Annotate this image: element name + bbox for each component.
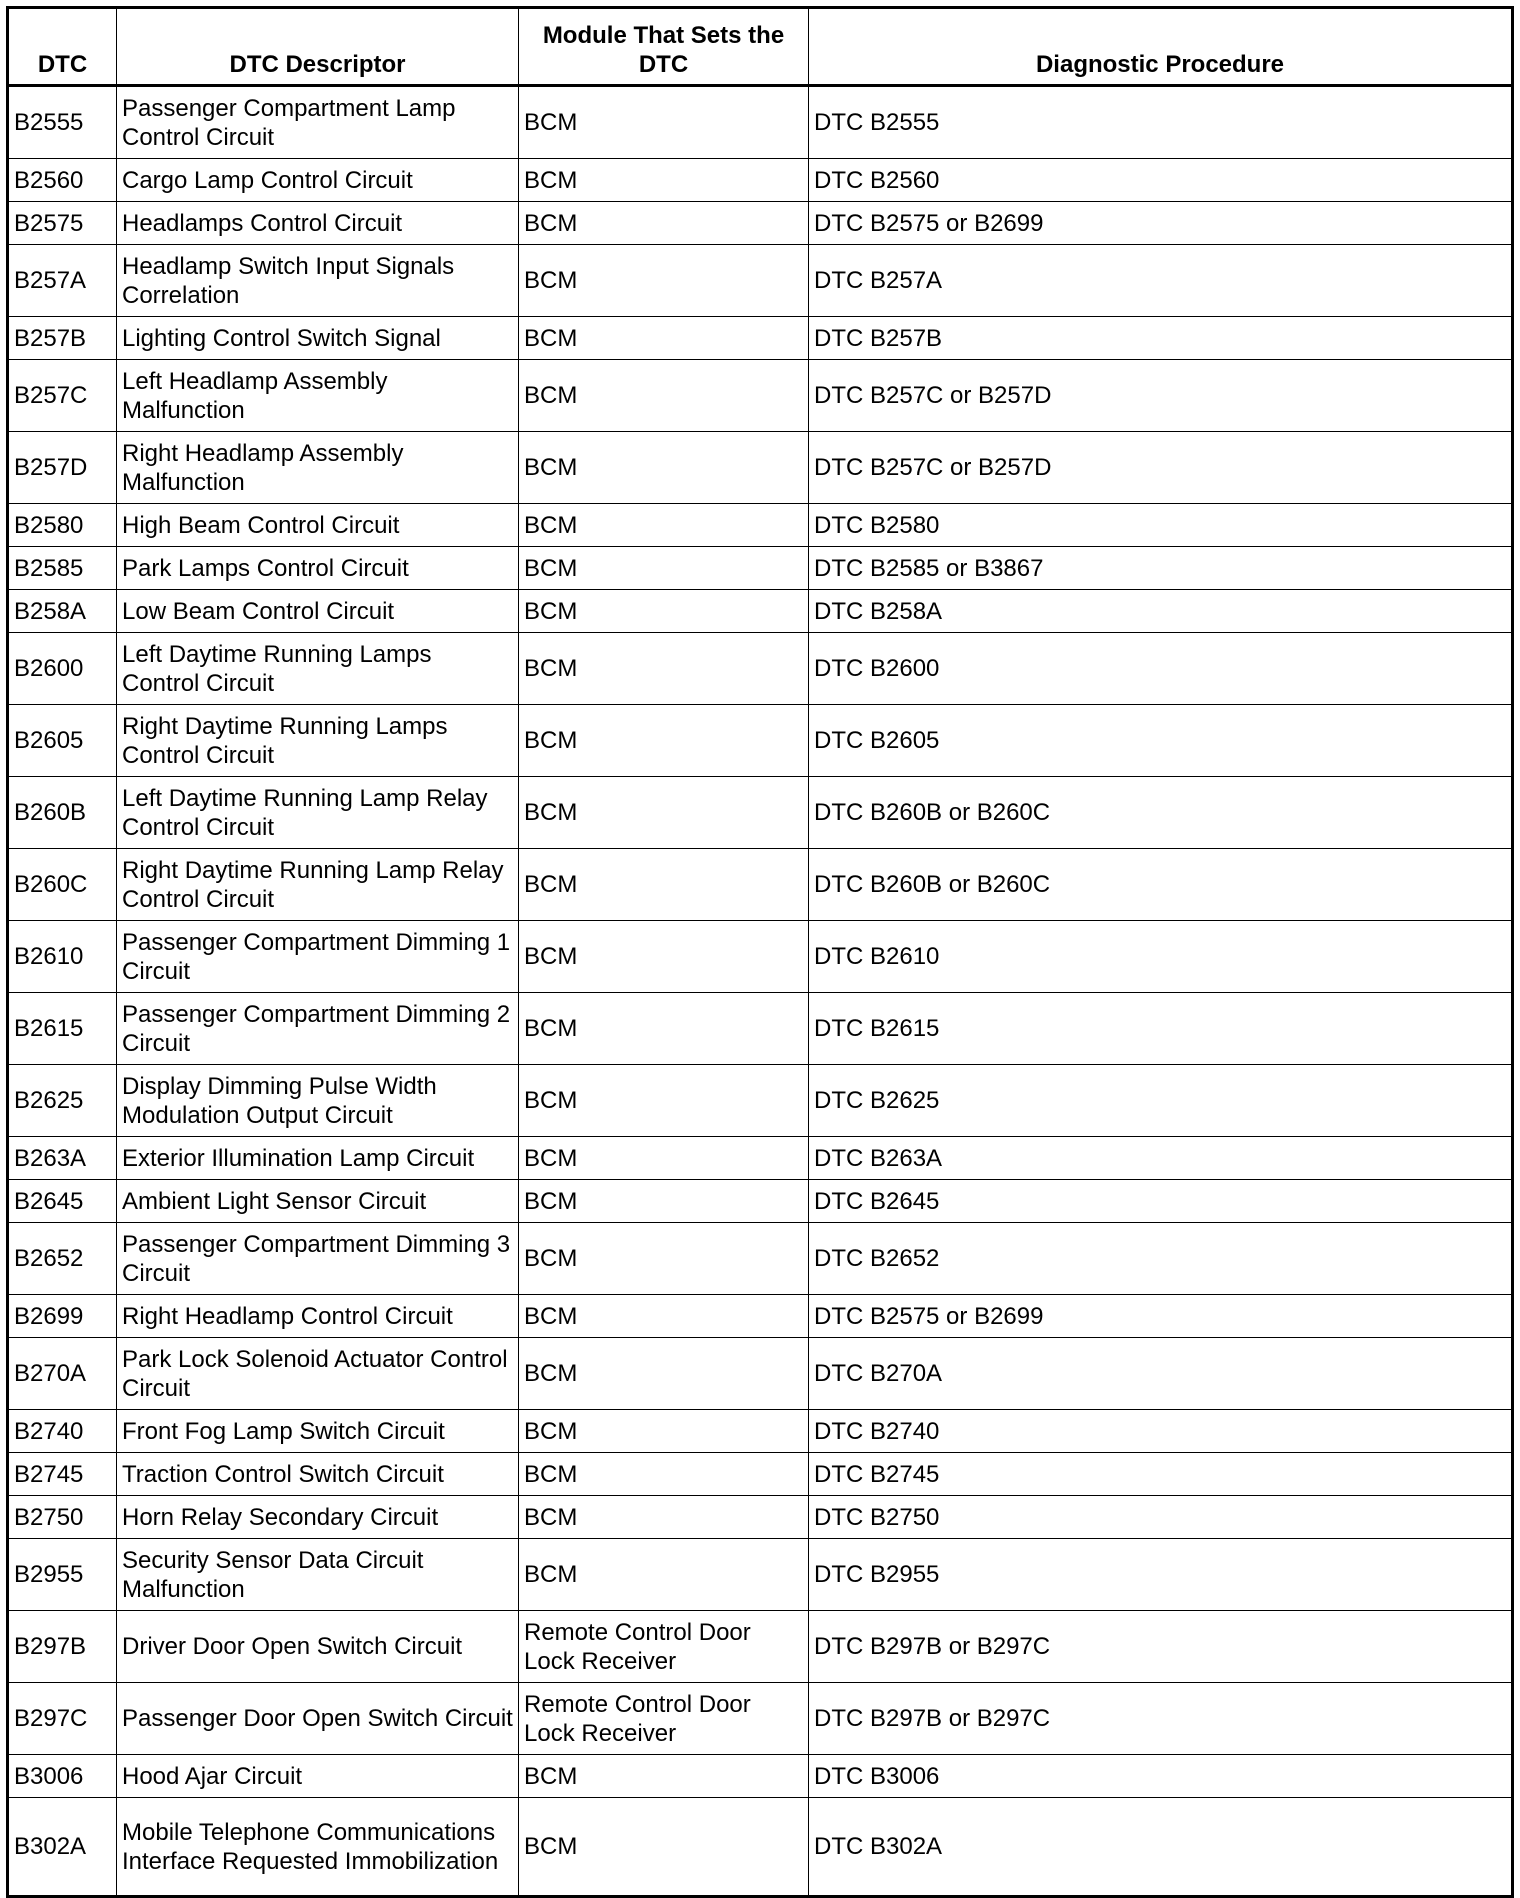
cell-procedure: DTC B270A — [809, 1338, 1513, 1410]
table-row — [8, 1611, 1513, 1683]
cell-module: BCM — [519, 547, 809, 590]
cell-dtc: B2605 — [8, 705, 117, 777]
table-row — [8, 777, 1513, 849]
cell-module: BCM — [519, 633, 809, 705]
cell-descriptor: Park Lock Solenoid Actuator Control Circuit — [117, 1338, 519, 1410]
table-row — [8, 504, 1513, 547]
cell-procedure: DTC B2740 — [809, 1410, 1513, 1453]
cell-module: BCM — [519, 705, 809, 777]
cell-module: BCM — [519, 1223, 809, 1295]
cell-descriptor: Hood Ajar Circuit — [117, 1755, 519, 1798]
cell-dtc: B2610 — [8, 921, 117, 993]
cell-dtc: B3006 — [8, 1755, 117, 1798]
cell-module: BCM — [519, 1410, 809, 1453]
table-row — [8, 993, 1513, 1065]
cell-module: Remote Control Door Lock Receiver — [519, 1611, 809, 1683]
cell-descriptor: Low Beam Control Circuit — [117, 590, 519, 633]
table-row — [8, 1223, 1513, 1295]
cell-procedure: DTC B2645 — [809, 1180, 1513, 1223]
table-row — [8, 547, 1513, 590]
cell-dtc: B2740 — [8, 1410, 117, 1453]
cell-dtc: B2645 — [8, 1180, 117, 1223]
cell-descriptor: Park Lamps Control Circuit — [117, 547, 519, 590]
cell-descriptor: Right Headlamp Control Circuit — [117, 1295, 519, 1338]
cell-module: BCM — [519, 159, 809, 202]
cell-dtc: B2699 — [8, 1295, 117, 1338]
cell-descriptor: Right Daytime Running Lamp Relay Control Circuit — [117, 849, 519, 921]
cell-module: BCM — [519, 245, 809, 317]
cell-procedure: DTC B2615 — [809, 993, 1513, 1065]
cell-dtc: B2745 — [8, 1453, 117, 1496]
cell-procedure: DTC B260B or B260C — [809, 849, 1513, 921]
table-row — [8, 921, 1513, 993]
cell-procedure: DTC B2555 — [809, 86, 1513, 159]
table-row — [8, 86, 1513, 159]
cell-dtc: B257B — [8, 317, 117, 360]
cell-procedure: DTC B260B or B260C — [809, 777, 1513, 849]
table-row — [8, 1453, 1513, 1496]
cell-dtc: B257A — [8, 245, 117, 317]
cell-module: BCM — [519, 1755, 809, 1798]
cell-module: BCM — [519, 202, 809, 245]
cell-descriptor: Front Fog Lamp Switch Circuit — [117, 1410, 519, 1453]
cell-procedure: DTC B258A — [809, 590, 1513, 633]
cell-descriptor: Headlamps Control Circuit — [117, 202, 519, 245]
cell-descriptor: Horn Relay Secondary Circuit — [117, 1496, 519, 1539]
table-row — [8, 1180, 1513, 1223]
header-procedure: Diagnostic Procedure — [809, 8, 1513, 86]
table-row — [8, 1338, 1513, 1410]
cell-module: Remote Control Door Lock Receiver — [519, 1683, 809, 1755]
cell-dtc: B260C — [8, 849, 117, 921]
cell-procedure: DTC B2745 — [809, 1453, 1513, 1496]
cell-module: BCM — [519, 1065, 809, 1137]
cell-descriptor: Traction Control Switch Circuit — [117, 1453, 519, 1496]
cell-procedure: DTC B297B or B297C — [809, 1611, 1513, 1683]
table-row — [8, 432, 1513, 504]
cell-dtc: B258A — [8, 590, 117, 633]
cell-module: BCM — [519, 432, 809, 504]
cell-dtc: B257D — [8, 432, 117, 504]
cell-descriptor: Driver Door Open Switch Circuit — [117, 1611, 519, 1683]
cell-descriptor: Lighting Control Switch Signal — [117, 317, 519, 360]
cell-dtc: B263A — [8, 1137, 117, 1180]
cell-descriptor: Passenger Compartment Dimming 3 Circuit — [117, 1223, 519, 1295]
cell-procedure: DTC B3006 — [809, 1755, 1513, 1798]
header-module: Module That Sets the DTC — [519, 8, 809, 86]
cell-descriptor: Ambient Light Sensor Circuit — [117, 1180, 519, 1223]
header-row — [8, 8, 1513, 86]
cell-module: BCM — [519, 504, 809, 547]
cell-dtc: B2955 — [8, 1539, 117, 1611]
table-row — [8, 317, 1513, 360]
table-row — [8, 1683, 1513, 1755]
table-row — [8, 1410, 1513, 1453]
header-dtc: DTC — [8, 8, 117, 86]
cell-procedure: DTC B2575 or B2699 — [809, 202, 1513, 245]
cell-procedure: DTC B257A — [809, 245, 1513, 317]
cell-descriptor: Exterior Illumination Lamp Circuit — [117, 1137, 519, 1180]
header-descriptor: DTC Descriptor — [117, 8, 519, 86]
cell-module: BCM — [519, 1539, 809, 1611]
cell-dtc: B260B — [8, 777, 117, 849]
table-row — [8, 245, 1513, 317]
cell-module: BCM — [519, 1295, 809, 1338]
cell-module: BCM — [519, 1137, 809, 1180]
table-row — [8, 1295, 1513, 1338]
cell-descriptor: Passenger Compartment Lamp Control Circuit — [117, 86, 519, 159]
cell-descriptor: Display Dimming Pulse Width Modulation Output Circuit — [117, 1065, 519, 1137]
cell-procedure: DTC B257C or B257D — [809, 360, 1513, 432]
cell-module: BCM — [519, 1180, 809, 1223]
table-row — [8, 1539, 1513, 1611]
cell-descriptor: Passenger Door Open Switch Circuit — [117, 1683, 519, 1755]
cell-procedure: DTC B297B or B297C — [809, 1683, 1513, 1755]
cell-module: BCM — [519, 86, 809, 159]
table-row — [8, 705, 1513, 777]
cell-descriptor: Headlamp Switch Input Signals Correlation — [117, 245, 519, 317]
table-row — [8, 202, 1513, 245]
cell-procedure: DTC B257C or B257D — [809, 432, 1513, 504]
cell-procedure: DTC B2605 — [809, 705, 1513, 777]
cell-module: BCM — [519, 590, 809, 633]
table-row — [8, 1496, 1513, 1539]
cell-descriptor: Cargo Lamp Control Circuit — [117, 159, 519, 202]
cell-procedure: DTC B2600 — [809, 633, 1513, 705]
cell-procedure: DTC B302A — [809, 1798, 1513, 1897]
cell-dtc: B2615 — [8, 993, 117, 1065]
cell-module: BCM — [519, 993, 809, 1065]
table-row — [8, 849, 1513, 921]
cell-module: BCM — [519, 360, 809, 432]
cell-dtc: B2625 — [8, 1065, 117, 1137]
cell-descriptor: Security Sensor Data Circuit Malfunction — [117, 1539, 519, 1611]
table-row — [8, 1065, 1513, 1137]
cell-descriptor: Left Daytime Running Lamp Relay Control Circuit — [117, 777, 519, 849]
cell-module: BCM — [519, 317, 809, 360]
cell-dtc: B257C — [8, 360, 117, 432]
cell-dtc: B270A — [8, 1338, 117, 1410]
cell-procedure: DTC B2652 — [809, 1223, 1513, 1295]
cell-descriptor: Left Daytime Running Lamps Control Circuit — [117, 633, 519, 705]
cell-module: BCM — [519, 1496, 809, 1539]
cell-procedure: DTC B2955 — [809, 1539, 1513, 1611]
cell-descriptor: Passenger Compartment Dimming 1 Circuit — [117, 921, 519, 993]
cell-procedure: DTC B2575 or B2699 — [809, 1295, 1513, 1338]
cell-dtc: B2585 — [8, 547, 117, 590]
cell-module: BCM — [519, 849, 809, 921]
cell-module: BCM — [519, 1453, 809, 1496]
cell-dtc: B2555 — [8, 86, 117, 159]
cell-descriptor: Right Daytime Running Lamps Control Circuit — [117, 705, 519, 777]
cell-descriptor: Left Headlamp Assembly Malfunction — [117, 360, 519, 432]
cell-procedure: DTC B2625 — [809, 1065, 1513, 1137]
cell-descriptor: High Beam Control Circuit — [117, 504, 519, 547]
table-row — [8, 1137, 1513, 1180]
table-row — [8, 633, 1513, 705]
cell-descriptor: Passenger Compartment Dimming 2 Circuit — [117, 993, 519, 1065]
cell-procedure: DTC B2580 — [809, 504, 1513, 547]
cell-dtc: B2600 — [8, 633, 117, 705]
cell-dtc: B2560 — [8, 159, 117, 202]
cell-procedure: DTC B2585 or B3867 — [809, 547, 1513, 590]
table-row — [8, 360, 1513, 432]
table-row — [8, 590, 1513, 633]
cell-module: BCM — [519, 777, 809, 849]
table-row — [8, 1798, 1513, 1897]
cell-module: BCM — [519, 1798, 809, 1897]
cell-dtc: B297C — [8, 1683, 117, 1755]
table-row — [8, 1755, 1513, 1798]
cell-procedure: DTC B2750 — [809, 1496, 1513, 1539]
cell-descriptor: Right Headlamp Assembly Malfunction — [117, 432, 519, 504]
cell-procedure: DTC B2560 — [809, 159, 1513, 202]
cell-procedure: DTC B263A — [809, 1137, 1513, 1180]
cell-module: BCM — [519, 921, 809, 993]
dtc-table — [6, 6, 1514, 1898]
cell-dtc: B302A — [8, 1798, 117, 1897]
cell-procedure: DTC B2610 — [809, 921, 1513, 993]
cell-dtc: B2580 — [8, 504, 117, 547]
cell-dtc: B297B — [8, 1611, 117, 1683]
cell-dtc: B2750 — [8, 1496, 117, 1539]
cell-descriptor: Mobile Telephone Communications Interface Requested Immobilization — [117, 1798, 519, 1897]
cell-module: BCM — [519, 1338, 809, 1410]
cell-dtc: B2652 — [8, 1223, 117, 1295]
cell-dtc: B2575 — [8, 202, 117, 245]
cell-procedure: DTC B257B — [809, 317, 1513, 360]
table-row — [8, 159, 1513, 202]
